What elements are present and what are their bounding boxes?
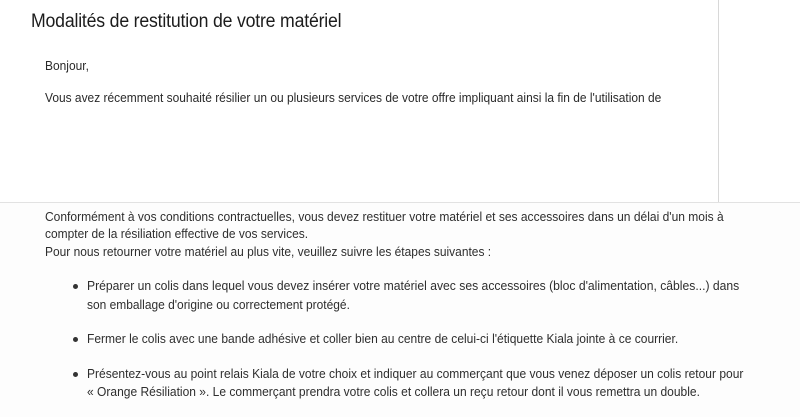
step-text-line: son emballage d'origine ou correctement protégé.	[87, 297, 350, 312]
step-text-line: « Orange Résiliation ». Le commerçant prendra votre colis et collera un reçu retour dont il vous remettra un double.	[87, 384, 700, 399]
bullet-icon	[73, 337, 78, 342]
letter-title: Modalités de restitution de votre matériel	[31, 11, 342, 32]
paragraph-line: Pour nous retourner votre matériel au plus vite, veuillez suivre les étapes suivantes :	[45, 244, 492, 259]
step-text-line: Présentez-vous au point relais Kiala de votre choix et indiquer au commerçant que vous venez déposer un colis retour pour	[87, 366, 744, 381]
page-edge-line	[718, 0, 719, 202]
bullet-icon	[73, 284, 78, 289]
paragraph-line: compter de la résiliation effective de vos services.	[45, 226, 309, 241]
fold-line	[0, 202, 800, 203]
greeting: Bonjour,	[45, 58, 89, 73]
paragraph-line: Conformément à vos conditions contractuelles, vous devez restituer votre matériel et ses accessoires dans un délai d'un mois à	[45, 209, 724, 224]
step-text-line: Préparer un colis dans lequel vous devez insérer votre matériel avec ses accessoires (bloc d'alimentation, câbles...) dans	[87, 278, 740, 293]
bullet-icon	[73, 372, 78, 377]
intro-sentence: Vous avez récemment souhaité résilier un ou plusieurs services de votre offre impliquant ainsi la fin de l'utilisation de	[45, 90, 662, 105]
step-text-line: Fermer le colis avec une bande adhésive et coller bien au centre de celui-ci l'étiquette Kiala jointe à ce courrier.	[87, 331, 679, 346]
